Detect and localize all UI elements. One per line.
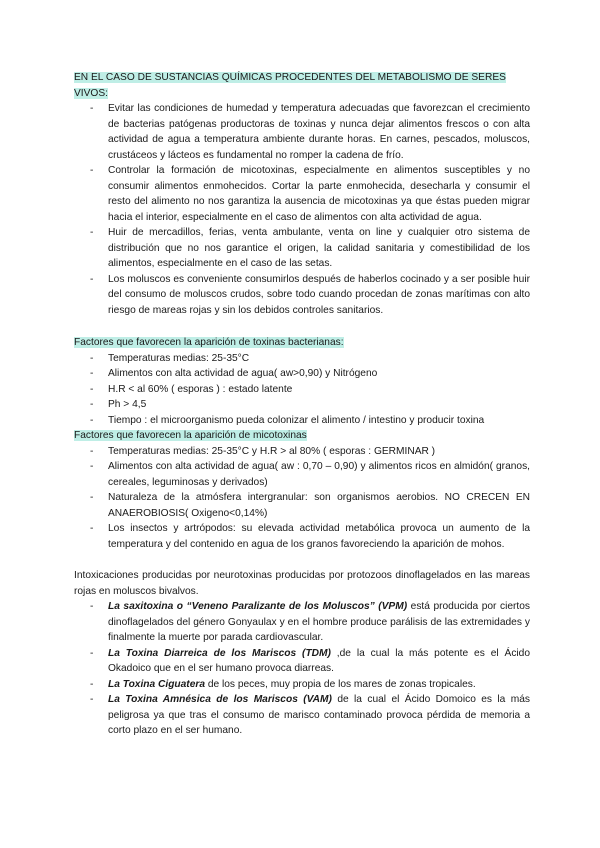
- document-body: [74, 70, 530, 739]
- metabolism-precautions-list: [74, 101, 530, 318]
- list-item: - Evitar las condiciones de humedad y temperatura adecuadas que favorezcan el crecimiento de bacterias patógenas productoras de toxinas y nunca dejar alimentos frescos o con alta actividad de agua a temperatura ambiente durante horas. En carnes, pescados, moluscos, crustáceos y lácteos es fundamental no romper la cadena de frío.: [108, 101, 530, 163]
- list-item: - Alimentos con alta actividad de agua( aw : 0,70 – 0,90) y alimentos ricos en almidón( granos, cereales, leguminosas y derivados): [108, 459, 530, 490]
- list-item: - Naturaleza de la atmósfera intergranular: son organismos aerobios. NO CRECEN EN ANAEROBIOSIS( Oxigeno<0,14%): [108, 490, 530, 521]
- toxin-term: La Toxina Diarreica de los Mariscos (TDM): [108, 647, 331, 659]
- list-item: - La Toxina Ciguatera de los peces, muy propia de los mares de zonas tropicales.: [108, 677, 530, 693]
- section-heading-bacterial-toxins: Factores que favorecen la aparición de toxinas bacterianas:: [74, 337, 344, 348]
- list-item: - Temperaturas medias: 25-35°C y H.R > al 80% ( esporas : GERMINAR ): [108, 444, 530, 460]
- section-heading-metabolism: EN EL CASO DE SUSTANCIAS QUÍMICAS PROCEDENTES DEL METABOLISMO DE SERES VIVOS:: [74, 72, 506, 99]
- list-item: - La Toxina Diarreica de los Mariscos (TDM) ,de la cual la más potente es el Ácido Okadoico que en el ser humano provoca diarreas.: [108, 646, 530, 677]
- list-item: - Controlar la formación de micotoxinas, especialmente en alimentos susceptibles y no consumir alimentos enmohecidos. Cortar la parte enmohecida, desecharla y consumir el resto del alimento no nos garantiza la ausencia de micotoxinas ya que éstas pueden migrar hacia el interior, especialmente en el caso de alimentos con alta actividad de agua.: [108, 163, 530, 225]
- list-item: - La Toxina Amnésica de los Mariscos (VAM) de la cual el Ácido Domoico es la más peligrosa ya que tras el consumo de marisco contaminado provoca pérdida de memoria a corto plazo en el ser humano.: [108, 692, 530, 739]
- toxin-term: La saxitoxina o “Veneno Paralizante de los Moluscos” (VPM): [108, 601, 408, 612]
- toxin-term: La Toxina Amnésica de los Mariscos (VAM): [108, 694, 332, 705]
- list-item: - Temperaturas medias: 25-35°C: [108, 351, 530, 367]
- list-item: - Los moluscos es conveniente consumirlos después de haberlos cocinado y a ser posible huir del consumo de moluscos crudos, sobre todo cuando procedan de zonas marítimas con alto riesgo de mareas rojas y sin los debidos controles sanitarios.: [108, 272, 530, 319]
- neurotoxins-intro: Intoxicaciones producidas por neurotoxinas producidas por protozoos dinoflagelados en las mareas rojas en moluscos bivalvos.: [74, 570, 530, 597]
- list-item: - Tiempo : el microorganismo pueda colonizar el alimento / intestino y producir toxina: [108, 413, 530, 429]
- list-item: - La saxitoxina o “Veneno Paralizante de los Moluscos” (VPM) está producida por ciertos dinoflagelados del género Gonyaulax y en el hombre produce parálisis de las extremidades y finalmente la muerte por parada cardiovascular.: [108, 599, 530, 646]
- bacterial-toxins-factors-list: [74, 351, 530, 429]
- list-item: - H.R < al 60% ( esporas ) : estado latente: [108, 382, 530, 398]
- list-item: - Los insectos y artrópodos: su elevada actividad metabólica provoca un aumento de la temperatura y del contenido en agua de los granos favoreciendo la aparición de mohos.: [108, 521, 530, 552]
- neurotoxins-list: [74, 599, 530, 739]
- list-item: - Ph > 4,5: [108, 397, 530, 413]
- toxin-term: La Toxina Ciguatera: [108, 678, 205, 690]
- list-item: - Huir de mercadillos, ferias, venta ambulante, venta on line y cualquier otro sistema de distribución que no nos garantice el origen, la calidad sanitaria y comestibilidad de los alimentos, especialmente en el caso de las setas.: [108, 225, 530, 272]
- section-heading-mycotoxins: Factores que favorecen la aparición de micotoxinas: [74, 430, 307, 441]
- mycotoxins-factors-list: [74, 444, 530, 553]
- list-item: - Alimentos con alta actividad de agua( aw>0,90) y Nitrógeno: [108, 366, 530, 382]
